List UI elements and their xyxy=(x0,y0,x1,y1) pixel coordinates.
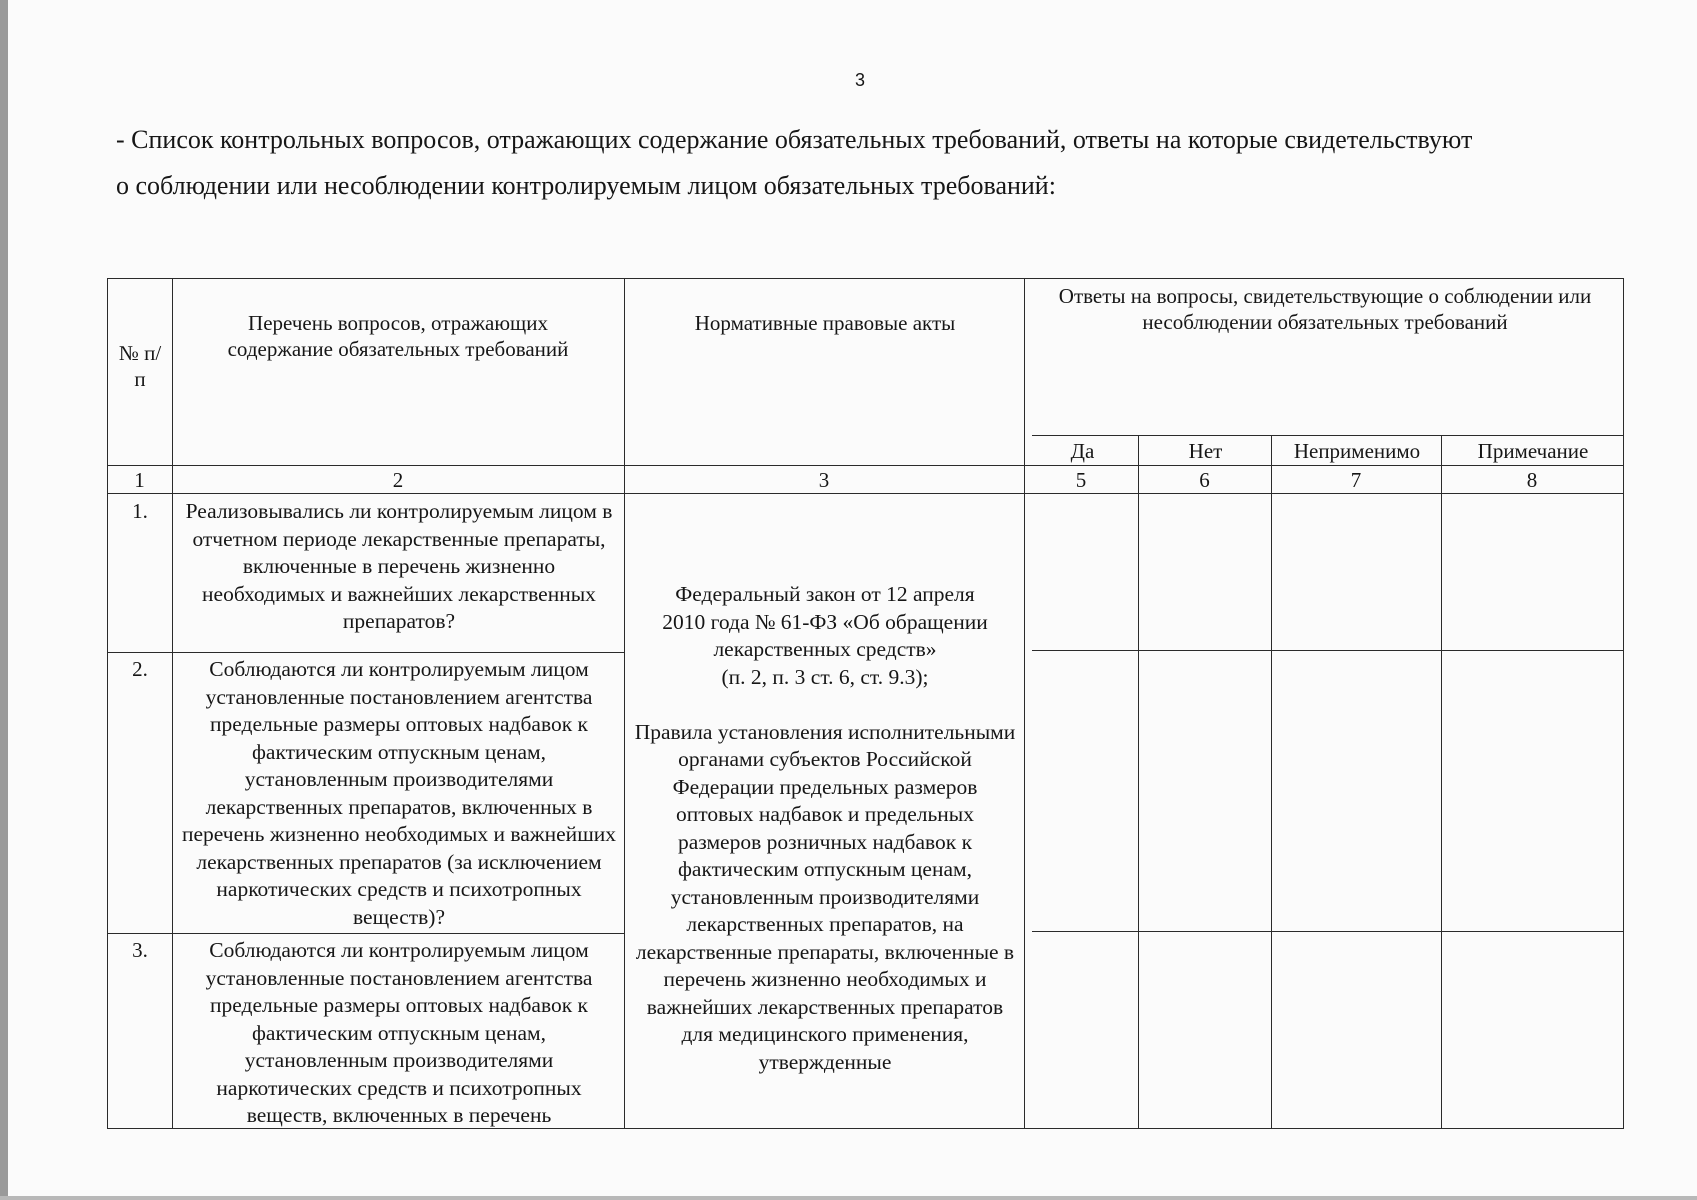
header-answers: Ответы на вопросы, свидетельствующие о соблюдении или несоблюдении обязательных требований xyxy=(1058,284,1592,334)
col-rule-5 xyxy=(1271,435,1272,1129)
intro-line-2: о соблюдении или несоблюдении контролируемым лицом обязательных требований: xyxy=(116,171,1056,200)
header-not-applicable: Неприменимо xyxy=(1293,439,1421,463)
scan-left-edge xyxy=(0,0,8,1200)
column-number: 1 xyxy=(134,468,145,492)
intro-line-1: - Список контрольных вопросов, отражающих содержание обязательных требований, ответы на которые свидетельствуют xyxy=(116,125,1473,154)
row-2-rule-left xyxy=(107,933,624,934)
col-rule-2 xyxy=(624,278,625,1129)
col-rule-1 xyxy=(172,278,173,1129)
legal-acts-text: Федеральный закон от 12 апреля 2010 года № 61-ФЗ «Об обращении лекарственных средств» (п. 2, п. 3 ст. 6, ст. 9.3); Правила установления исполнительными органами субъектов Российской Федерации предельных размеров оптовых надбавок и предельных размеров розничных надбавок к фактическим отпускным ценам, установленным производителями лекарственных препаратов, на лекарственные препараты, включенные в перечень жизненно необходимых и важнейших лекарственных препаратов для медицинского применения, утвержденные xyxy=(634,582,1016,1074)
row-1-question: Реализовывались ли контролируемым лицом в отчетном периоде лекарственные препараты, включенные в перечень жизненно необходимых и важнейших лекарственных препаратов? xyxy=(185,499,613,633)
column-number: 6 xyxy=(1199,468,1210,492)
row-2-number: 2. xyxy=(132,657,148,681)
column-numbers-rule xyxy=(107,493,1624,494)
row-2-rule-right xyxy=(1032,931,1624,932)
header-yes: Да xyxy=(1070,439,1095,463)
scan-bottom-edge xyxy=(0,1196,1697,1200)
row-2-question: Соблюдаются ли контролируемым лицом установленные постановлением агентства предельные размеры оптовых надбавок к фактическим отпускным ценам, установленным производителями лекарственных препаратов, включенных в перечень жизненно необходимых и важнейших лекарственных препаратов (за исключением наркотических средств и психотропных веществ)? xyxy=(182,657,616,929)
column-number: 3 xyxy=(818,468,830,492)
checklist-table xyxy=(107,278,1624,1129)
page-number: 3 xyxy=(854,70,865,90)
column-number: 2 xyxy=(392,468,404,492)
header-no: Нет xyxy=(1188,439,1223,463)
row-3-number: 3. xyxy=(132,938,148,962)
row-1-rule-left xyxy=(107,652,624,653)
col-rule-6 xyxy=(1441,435,1442,1129)
column-number: 7 xyxy=(1350,468,1362,492)
row-1-rule-right xyxy=(1032,650,1624,651)
header-num: № п/п xyxy=(118,341,162,391)
col-rule-4 xyxy=(1138,435,1139,1129)
row-1-number: 1. xyxy=(132,499,148,523)
column-number: 5 xyxy=(1075,468,1087,492)
col-rule-3 xyxy=(1024,278,1025,1129)
answers-subheader-rule xyxy=(1032,435,1624,436)
table-border-right xyxy=(1623,278,1624,1129)
header-acts: Нормативные правовые акты xyxy=(694,311,956,335)
row-3-question: Соблюдаются ли контролируемым лицом установленные постановлением агентства предельные размеры оптовых надбавок к фактическим отпускным ценам, установленным производителями наркотических средств и психотропных веществ, включенных в перечень xyxy=(205,938,593,1127)
table-border-left xyxy=(107,278,108,1129)
header-questions: Перечень вопросов, отражающих содержание обязательных требований xyxy=(227,311,569,361)
table-border-top xyxy=(107,278,1624,279)
header-bottom-rule xyxy=(107,465,1624,466)
header-note: Примечание xyxy=(1477,439,1589,463)
column-number: 8 xyxy=(1526,468,1538,492)
